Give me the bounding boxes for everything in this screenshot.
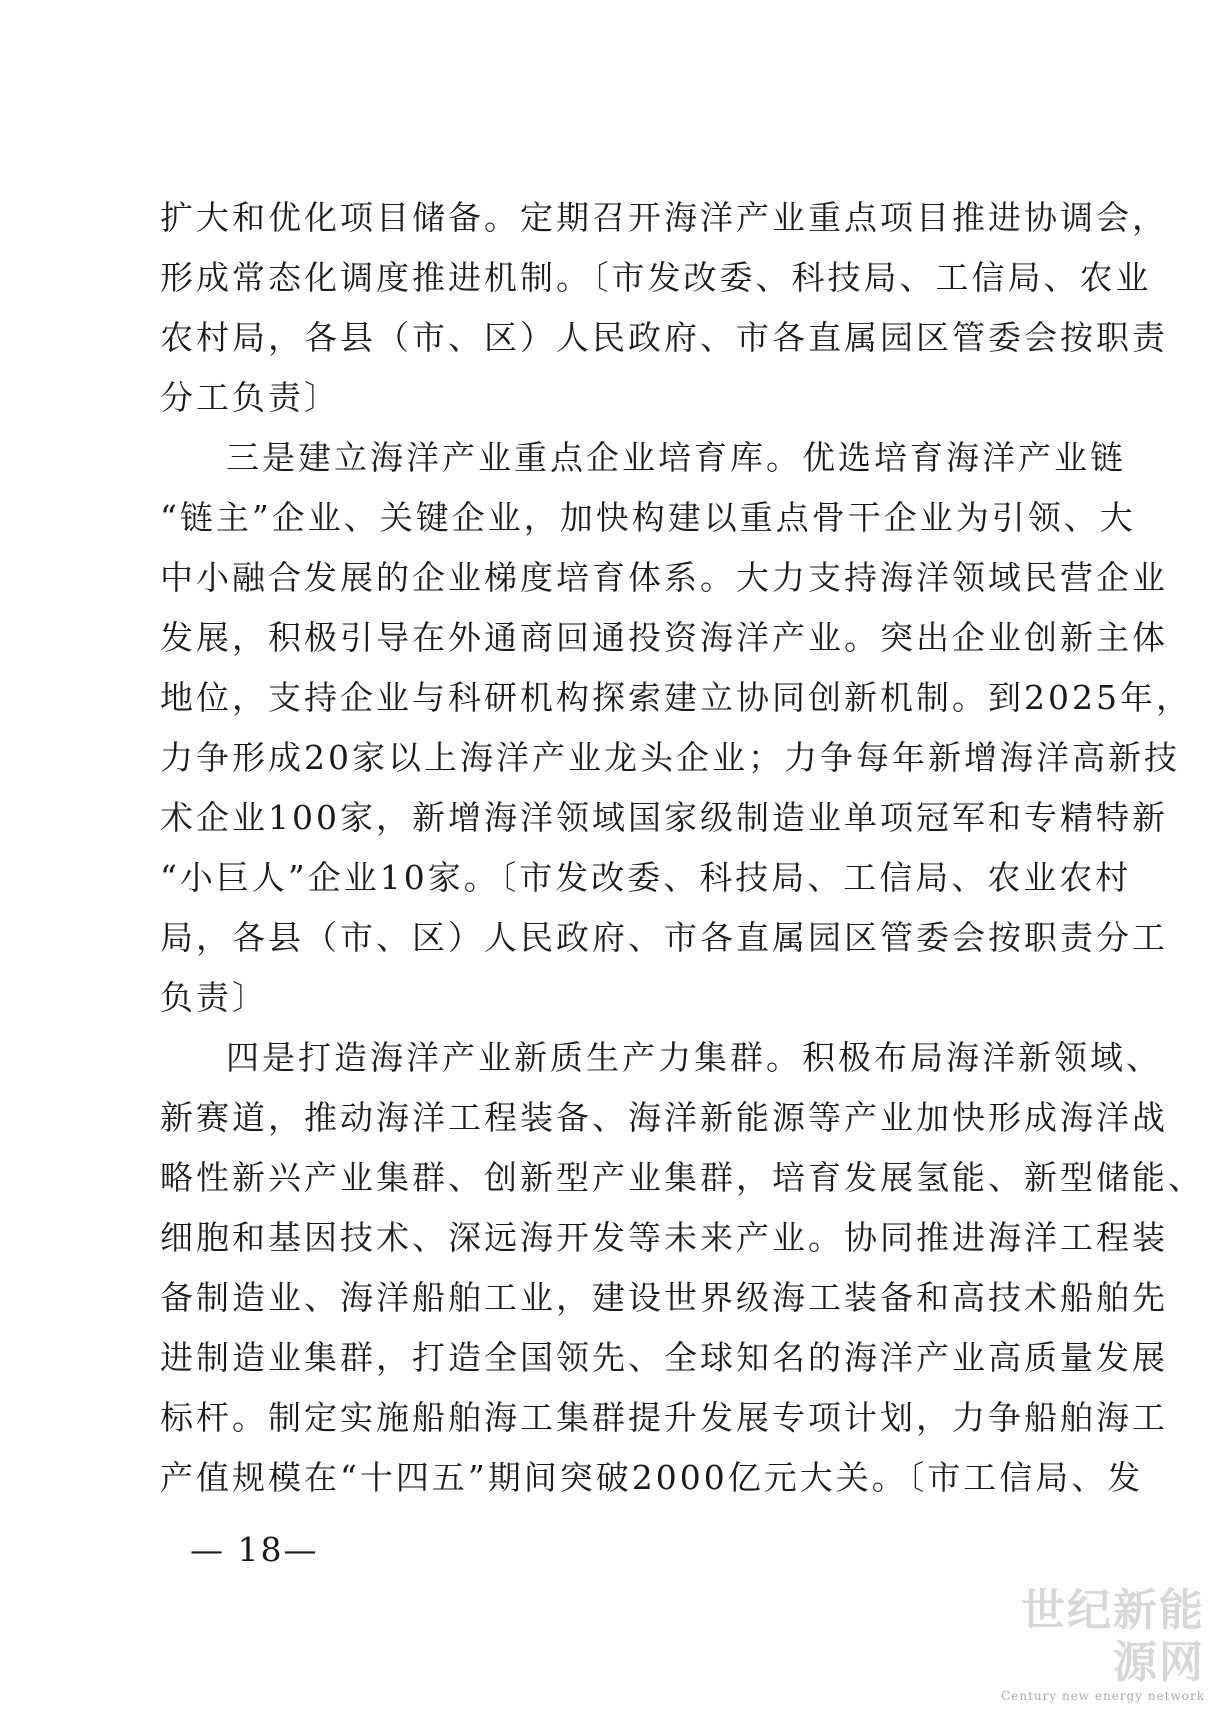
text-line: 产值规模在“十四五”期间突破2000亿元大关。〔市工信局、发	[160, 1458, 1144, 1497]
text-line: 发展，积极引导在外通商回通投资海洋产业。突出企业创新主体	[160, 618, 1168, 657]
text-line: 进制造业集群，打造全国领先、全球知名的海洋产业高质量发展	[160, 1338, 1168, 1377]
page-number: — 18—	[190, 1530, 319, 1569]
text-line: 中小融合发展的企业梯度培育体系。大力支持海洋领域民营企业	[160, 558, 1168, 597]
text-line: “链主”企业、关键企业，加快构建以重点骨干企业为引领、大	[160, 498, 1136, 537]
text-line: 形成常态化调度推进机制。〔市发改委、科技局、工信局、农业	[160, 258, 1152, 297]
text-line: 标杆。制定实施船舶海工集群提升发展专项计划，力争船舶海工	[160, 1398, 1168, 1437]
site-watermark	[985, 1585, 1205, 1703]
text-line: 备制造业、海洋船舶工业，建设世界级海工装备和高技术船舶先	[160, 1278, 1168, 1317]
text-line: 四是打造海洋产业新质生产力集群。积极布局海洋新领域、	[226, 1038, 1162, 1077]
text-line: 术企业100家，新增海洋领域国家级制造业单项冠军和专精特新	[160, 798, 1168, 837]
text-line: 分工负责〕	[160, 378, 340, 417]
text-line: 略性新兴产业集群、创新型产业集群，培育发展氢能、新型储能、	[160, 1158, 1204, 1197]
text-line: 力争形成20家以上海洋产业龙头企业；力争每年新增海洋高新技	[160, 738, 1180, 777]
text-line: 农村局，各县（市、区）人民政府、市各直属园区管委会按职责	[160, 318, 1168, 357]
text-line: 地位，支持企业与科研机构探索建立协同创新机制。到2025年，	[160, 678, 1192, 717]
watermark-logo-text: 世纪新能源网	[1021, 1585, 1205, 1688]
text-line: 扩大和优化项目储备。定期召开海洋产业重点项目推进协调会，	[160, 198, 1168, 237]
text-line: 新赛道，推动海洋工程装备、海洋新能源等产业加快形成海洋战	[160, 1098, 1168, 1137]
text-line: 负责〕	[160, 978, 268, 1017]
text-line: 细胞和基因技术、深远海开发等未来产业。协同推进海洋工程装	[160, 1218, 1168, 1257]
text-line: “小巨人”企业10家。〔市发改委、科技局、工信局、农业农村	[160, 858, 1132, 897]
text-line: 三是建立海洋产业重点企业培育库。优选培育海洋产业链	[226, 438, 1126, 477]
text-line: 局，各县（市、区）人民政府、市各直属园区管委会按职责分工	[160, 918, 1168, 957]
document-body	[160, 188, 1204, 1508]
watermark-subtitle: Century new energy network	[1001, 1689, 1205, 1703]
